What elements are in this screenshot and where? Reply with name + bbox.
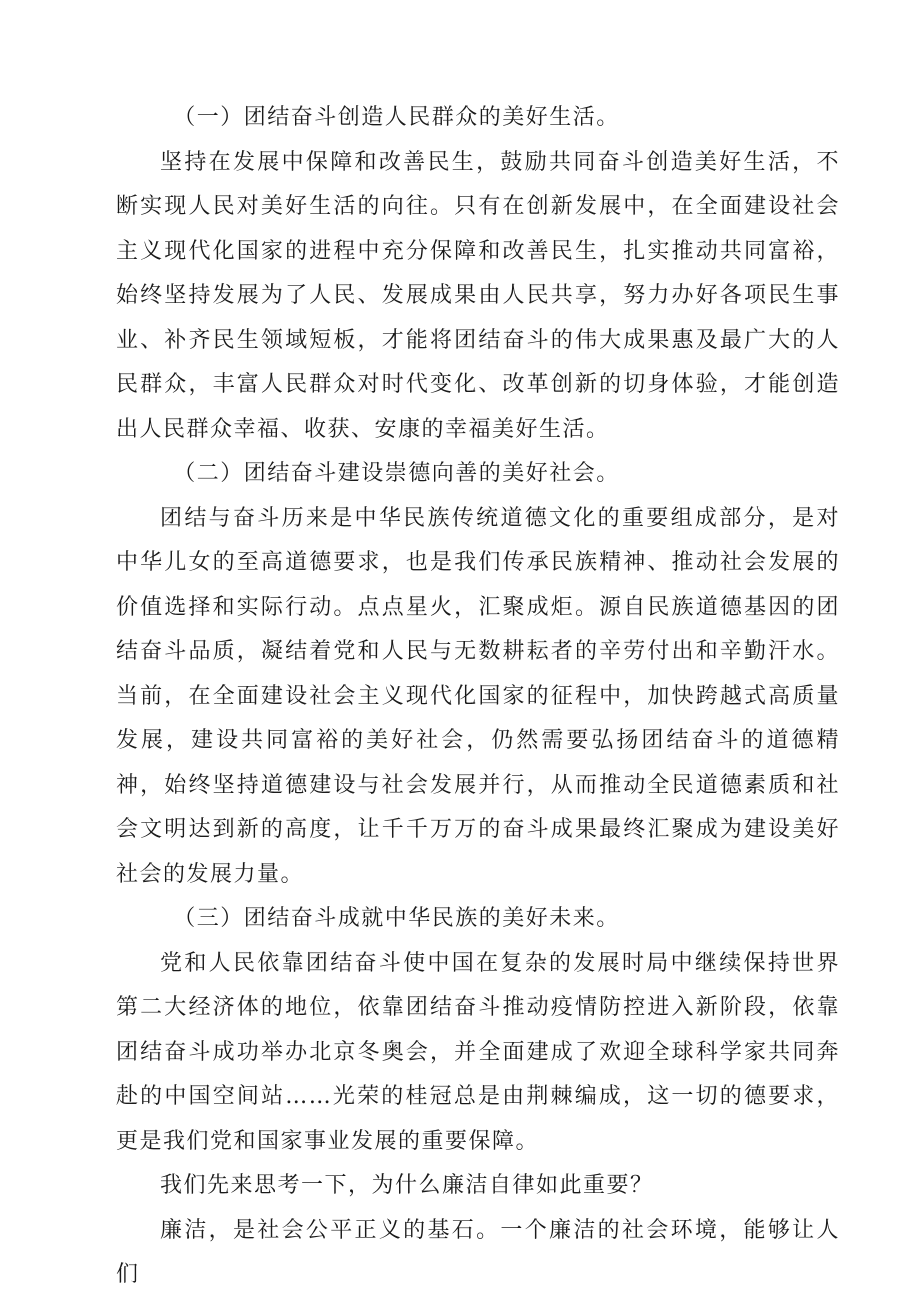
section-heading-1: （一）团结奋斗创造人民群众的美好生活。 — [173, 105, 620, 130]
body-paragraph-3: 党和人民依靠团结奋斗使中国在复杂的发展时局中继续保持世界第二大经济体的地位，依靠团结奋斗推动疫情防控进入新阶段，依靠团结奋斗成功举办北京冬奥会，并全面建成了欢迎全球科学家共同奔赴的中国空间站……光荣的桂冠总是由荆棘编成，这一切的德要求，更是我们党和国家事业发展的重要保障。 — [116, 950, 840, 1154]
body-paragraph-4: 我们先来思考一下，为什么廉洁自律如此重要？ — [160, 1173, 654, 1198]
document-body — [116, 96, 840, 1298]
body-paragraph-2: 团结与奋斗历来是中华民族传统道德文化的重要组成部分，是对中华儿女的至高道德要求，也是我们传承民族精神、推动社会发展的价值选择和实际行动。点点星火，汇聚成炬。源自民族道德基因的团结奋斗品质，凝结着党和人民与无数耕耘者的辛劳付出和辛勤汗水。当前，在全面建设社会主义现代化国家的征程中，加快跨越式高质量发展，建设共同富裕的美好社会，仍然需要弘扬团结奋斗的道德精神，始终坚持道德建设与社会发展并行，从而推动全民道德素质和社会文明达到新的高度，让千千万万的奋斗成果最终汇聚成为建设美好社会的发展力量。 — [116, 505, 840, 887]
body-paragraph-5: 廉洁，是社会公平正义的基石。一个廉洁的社会环境，能够让人们 — [116, 1217, 840, 1287]
section-heading-3: （三）团结奋斗成就中华民族的美好未来。 — [173, 906, 620, 931]
body-paragraph-1: 坚持在发展中保障和改善民生，鼓励共同奋斗创造美好生活，不断实现人民对美好生活的向往。只有在创新发展中，在全面建设社会主义现代化国家的进程中充分保障和改善民生，扎实推动共同富裕，始终坚持发展为了人民、发展成果由人民共享，努力办好各项民生事业、补齐民生领域短板，才能将团结奋斗的伟大成果惠及最广大的人民群众，丰富人民群众对时代变化、改革创新的切身体验，才能创造出人民群众幸福、收获、安康的幸福美好生活。 — [116, 149, 840, 442]
section-heading-2: （二）团结奋斗建设崇德向善的美好社会。 — [173, 461, 620, 486]
